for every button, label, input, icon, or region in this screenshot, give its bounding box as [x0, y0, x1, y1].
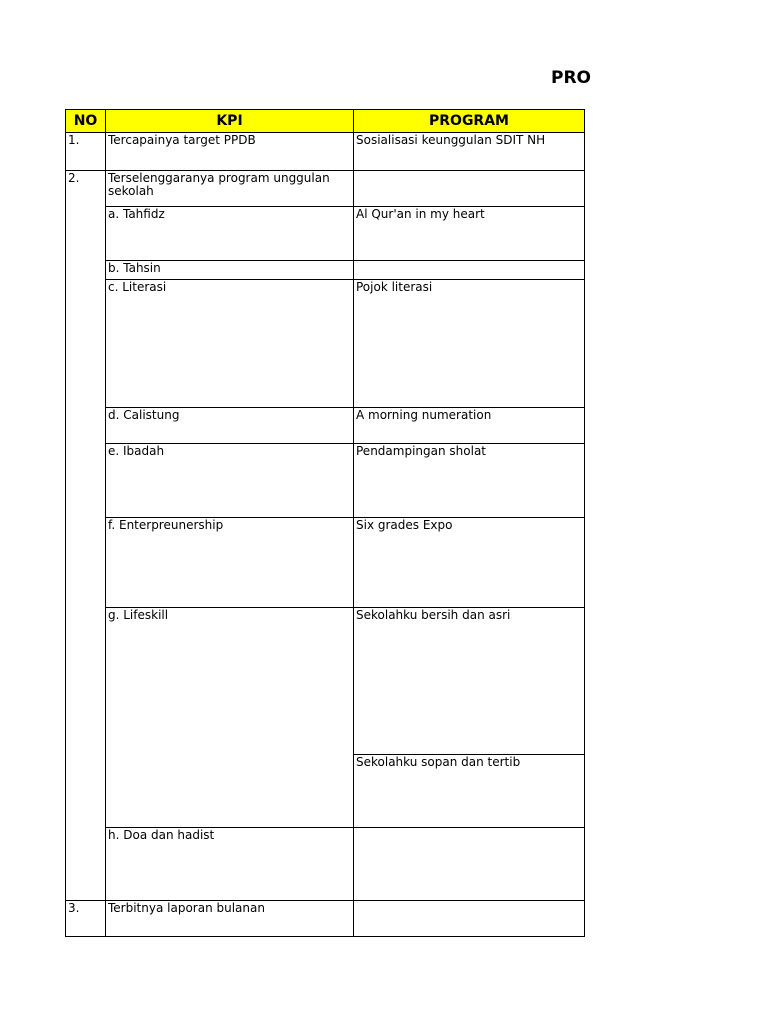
- kpi-cell: e. Ibadah: [106, 444, 354, 518]
- row-number: 3.: [66, 901, 106, 937]
- program-cell: [354, 261, 585, 280]
- kpi-cell: Terbitnya laporan bulanan: [106, 901, 354, 937]
- table-row: [66, 444, 585, 518]
- program-cell: [354, 171, 585, 207]
- program-cell: Pendampingan sholat: [354, 444, 585, 518]
- kpi-cell: f. Enterpreunership: [106, 518, 354, 608]
- kpi-program-table: [65, 109, 585, 937]
- table-row: [66, 408, 585, 444]
- kpi-cell: g. Lifeskill: [106, 608, 354, 828]
- program-cell: Al Qur'an in my heart: [354, 207, 585, 261]
- row-number: 1.: [66, 133, 106, 171]
- table-row: [66, 171, 585, 207]
- kpi-cell: a. Tahfidz: [106, 207, 354, 261]
- program-cell: Sosialisasi keunggulan SDIT NH: [354, 133, 585, 171]
- header-kpi: KPI: [106, 110, 354, 133]
- program-cell: Six grades Expo: [354, 518, 585, 608]
- program-cell: Sekolahku bersih dan asri: [354, 608, 585, 755]
- kpi-cell: Tercapainya target PPDB: [106, 133, 354, 171]
- table-row: [66, 280, 585, 408]
- table-row: [66, 608, 585, 755]
- row-number: 2.: [66, 171, 106, 901]
- kpi-cell: h. Doa dan hadist: [106, 828, 354, 901]
- header-no: NO: [66, 110, 106, 133]
- table-row: [66, 901, 585, 937]
- kpi-cell: b. Tahsin: [106, 261, 354, 280]
- table-row: [66, 207, 585, 261]
- table-row: [66, 261, 585, 280]
- kpi-cell: Terselenggaranya program unggulan sekolah: [106, 171, 354, 207]
- table-header-row: [66, 110, 585, 133]
- header-program: PROGRAM: [354, 110, 585, 133]
- page-title: PRO: [551, 68, 592, 88]
- table-row: [66, 828, 585, 901]
- table-row: [66, 518, 585, 608]
- program-cell: Pojok literasi: [354, 280, 585, 408]
- kpi-cell: c. Literasi: [106, 280, 354, 408]
- program-cell: [354, 828, 585, 901]
- program-cell: Sekolahku sopan dan tertib: [354, 755, 585, 828]
- kpi-cell: d. Calistung: [106, 408, 354, 444]
- table-row: [66, 133, 585, 171]
- program-cell: A morning numeration: [354, 408, 585, 444]
- program-cell: [354, 901, 585, 937]
